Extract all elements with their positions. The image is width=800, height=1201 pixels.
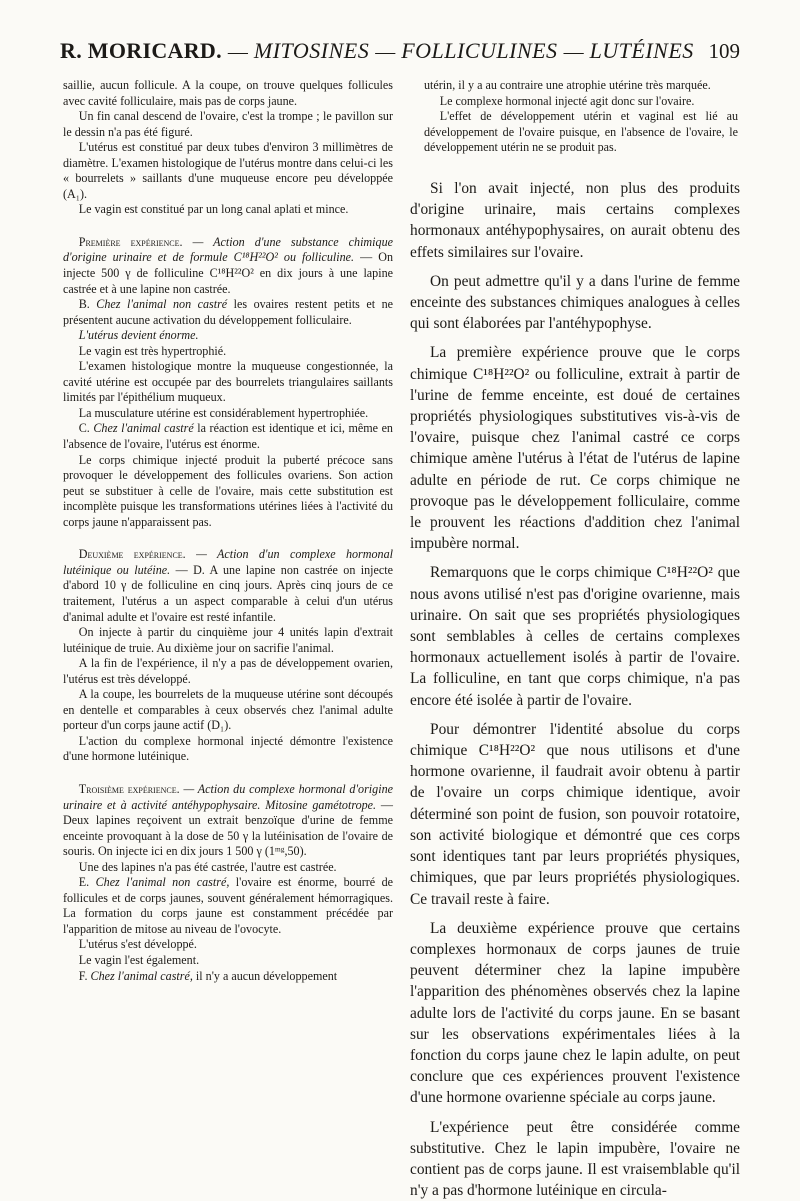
experiment-3-title: Troisième expérience. bbox=[78, 781, 180, 796]
paragraph: Remarquons que le corps chimique C¹⁸H²²O² que nous avons utilisé n'est pas d'origine ovarienne, mais urinaire. On sait que ses propriétés physiologiques sont semblables à celles de certains complexes hormonaux actuellement isolés à partir de l'ovaire. La folliculine, en tant que corps chimique, n'a pas encore été isolée à partir de l'ovaire. bbox=[410, 564, 740, 709]
left-column bbox=[63, 78, 393, 984]
experiment-1-title: Première expérience. bbox=[78, 234, 183, 249]
paragraph: Le complexe hormonal injecté agit donc sur l'ovaire. bbox=[439, 93, 695, 108]
paragraph bbox=[63, 297, 393, 328]
paragraph: Le vagin l'est également. bbox=[78, 952, 200, 967]
paragraph: On peut admettre qu'il y a dans l'urine de femme enceinte des substances chimiques analogues à celles qui sont élaborées par l'antéhypophyse. bbox=[410, 272, 740, 333]
paragraph: L'expérience peut être considérée comme substitutive. Chez le lapin impubère, l'ovaire ne contient pas de corps jaune. Il est vraisemblable qu'il n'y a pas d'hormone lutéinique en circula- bbox=[410, 1118, 740, 1200]
experiment-2-heading bbox=[63, 547, 393, 625]
label-b: B. bbox=[78, 297, 97, 312]
paragraph: L'examen histologique montre la muqueuse congestionnée, la cavité utérine est occupée par des bourrelets triangulaires saillants limités par l'épithélium muqueux. bbox=[63, 359, 393, 405]
paragraph: La deuxième expérience prouve que certains complexes hormonaux de corps jaunes de truie peuvent déterminer chez la lapine impubère l'apparition des phénomènes observés chez la lapine adulte lors de l'activité du corps jaune. En se basant sur les observations expérimentales liées à la fonction du corps jaune chez le lapin adulte, on peut conclure que ces expériences prouvent l'existence d'une hormone ovarienne spéciale au corps jaune. bbox=[410, 919, 740, 1107]
paragraph: L'utérus s'est développé. bbox=[78, 937, 197, 952]
header-title-folliculines: FOLLICULINES bbox=[401, 38, 558, 63]
label-f-italic: Chez l'animal castré, bbox=[90, 968, 193, 983]
paragraph: saillie, aucun follicule. A la coupe, on trouve quelques follicules avec cavité folliculaire, mais pas de corps jaune. bbox=[63, 78, 393, 108]
label-c: C. bbox=[78, 421, 94, 436]
label-b-text: les ovaires restent petits et ne présentent aucune activation du développement folliculaire. bbox=[63, 297, 393, 327]
paragraph: On injecte à partir du cinquième jour 4 unités lapin d'extrait lutéinique de truie. Au dixième jour on sacrifie l'animal. bbox=[63, 625, 393, 655]
experiment-3-body: — Deux lapines reçoivent un extrait benzoïque d'urine de femme enceinte provoquant à la dose de 50 γ la lutéinisation de l'ovaire de souris. On injecte ici en dix jours 1 500 γ (1ᵐᵍ,50). bbox=[63, 797, 393, 859]
header-separator: — bbox=[375, 41, 396, 63]
paragraph: La première expérience prouve que le corps chimique C¹⁸H²²O² ou folliculine, extrait à partir de l'urine de femme enceinte, est doué de certaines propriétés physiologiques substitutives vis-à-vis de l'ovaire, puisque chez l'animal castré ce corps chimique amène l'utérus à l'état de l'utérus de lapine adulte en période de rut. Ce corps chimique ne provoque pas le développement folliculaire, comme le prouvent les réactions d'addition chez l'animal impubère normal. bbox=[410, 344, 740, 553]
paragraph: A la coupe, les bourrelets de la muqueuse utérine sont découpés en dentelle et comparables à ceux observés chez l'animal adulte porteur d'un corps jaune actif (D₁). bbox=[63, 687, 393, 733]
paragraph bbox=[63, 969, 393, 985]
paragraph: utérin, il y a au contraire une atrophie utérine très marquée. bbox=[424, 78, 711, 92]
label-e-text: l'ovaire est énorme, bourré de follicules et de corps jaunes, souvent généralement hémorragiques. La formation du corps jaune est constamment précédée par l'apparition de mitose au niveau de l'ovocyte. bbox=[63, 875, 393, 936]
header-author: R. MORICARD. bbox=[60, 38, 222, 63]
label-c-italic: Chez l'animal castré bbox=[93, 421, 194, 436]
paragraph: L'utérus devient énorme. bbox=[78, 328, 199, 343]
paragraph: Le corps chimique injecté produit la puberté précoce sans provoquer le développement des follicules ovariens. Son action peut se substituer à celle de l'ovaire, mais cette substitution est incomplète puisque les transformations utérines liées à l'activité du corps jaune n'apparaissent pas. bbox=[63, 452, 393, 529]
experiment-2-body: — D. A une lapine non castrée on injecte d'abord 10 γ de folliculine en cinq jours. Après cinq jours de ce traitement, l'utérus a un aspect comparable à celui d'un utérus d'animal adulte et l'ovaire est resté infantile. bbox=[63, 562, 393, 624]
experiment-3-heading bbox=[63, 782, 393, 860]
right-column-main bbox=[410, 178, 740, 1201]
label-e: E. bbox=[78, 875, 96, 890]
header-title-mitosines: MITOSINES bbox=[253, 38, 370, 63]
label-f: F. bbox=[78, 968, 91, 983]
header-title-luteines: LUTÉINES bbox=[589, 38, 694, 63]
label-f-text: il n'y a aucun développement bbox=[192, 968, 338, 983]
label-c-text: la réaction est identique et ici, même en l'absence de l'ovaire, l'utérus est énorme. bbox=[63, 421, 393, 452]
paragraph: Si l'on avait injecté, non plus des produits d'origine urinaire, mais certains complexes hormonaux antéhypophysaires, on aurait obtenu des effets similaires sur l'ovaire. bbox=[410, 180, 740, 261]
paragraph bbox=[63, 421, 393, 452]
right-column-top bbox=[424, 78, 738, 156]
header-separator: — bbox=[227, 41, 248, 63]
experiment-1-subtitle: — Action d'une substance chimique d'origine urinaire et de formule C¹⁸H²²O² ou folliculine. bbox=[63, 234, 393, 265]
paragraph: Un fin canal descend de l'ovaire, c'est la trompe ; le pavillon sur le dessin n'a pas été figuré. bbox=[63, 109, 393, 139]
paragraph: L'action du complexe hormonal injecté démontre l'existence d'une hormone lutéinique. bbox=[63, 733, 393, 764]
experiment-1-heading bbox=[63, 235, 393, 297]
label-b-italic: Chez l'animal non castré bbox=[96, 297, 228, 312]
paragraph bbox=[63, 875, 393, 937]
experiment-1-body: — On injecte 500 γ de folliculine C¹⁸H²²O² en dix jours à une lapine castrée et à une lapine non castrée. bbox=[63, 250, 393, 296]
paragraph: Le vagin est constitué par un long canal aplati et mince. bbox=[78, 202, 349, 217]
paragraph: Une des lapines n'a pas été castrée, l'autre est castrée. bbox=[78, 859, 337, 874]
page-number: 109 bbox=[708, 39, 740, 63]
label-e-italic: Chez l'animal non castré, bbox=[95, 875, 230, 890]
experiment-2-title: Deuxième expérience. bbox=[78, 547, 186, 562]
header-separator: — bbox=[563, 41, 584, 63]
paragraph: A la fin de l'expérience, il n'y a pas de développement ovarien, l'utérus est très développé. bbox=[63, 656, 393, 686]
paragraph: L'effet de développement utérin et vaginal est lié au développement de l'ovaire puisque, en l'absence de l'ovaire, le développement utérin ne se produit pas. bbox=[424, 109, 738, 155]
experiment-2-subtitle: — Action d'un complexe hormonal lutéinique ou lutéine. bbox=[63, 547, 393, 577]
paragraph: L'utérus est constitué par deux tubes d'environ 3 millimètres de diamètre. L'examen histologique de l'utérus montre dans celui-ci les « bourrelets » saillants d'une muqueuse encore peu développée (A₁). bbox=[63, 140, 393, 201]
paragraph: Le vagin est très hypertrophié. bbox=[78, 343, 227, 358]
running-header bbox=[60, 38, 740, 72]
paragraph: La musculature utérine est considérablement hypertrophiée. bbox=[78, 405, 369, 420]
paragraph: Pour démontrer l'identité absolue du corps chimique C¹⁸H²²O² que nous utilisons et d'une hormone ovarienne, il faudrait avoir obtenu à partir de l'ovaire un corps chimique identique, avoir déterminé son point de fusion, son pouvoir rotatoire, son activité biologique et démontré que ces corps sont identiques tant par leurs propriétés physiques, chimiques, que par leurs propriétés physiologiques. Ce travail reste à faire. bbox=[410, 720, 740, 908]
experiment-3-subtitle: — Action du complexe hormonal d'origine urinaire et à activité antéhypophysaire. Mitosine gamétotrope. bbox=[63, 781, 393, 812]
